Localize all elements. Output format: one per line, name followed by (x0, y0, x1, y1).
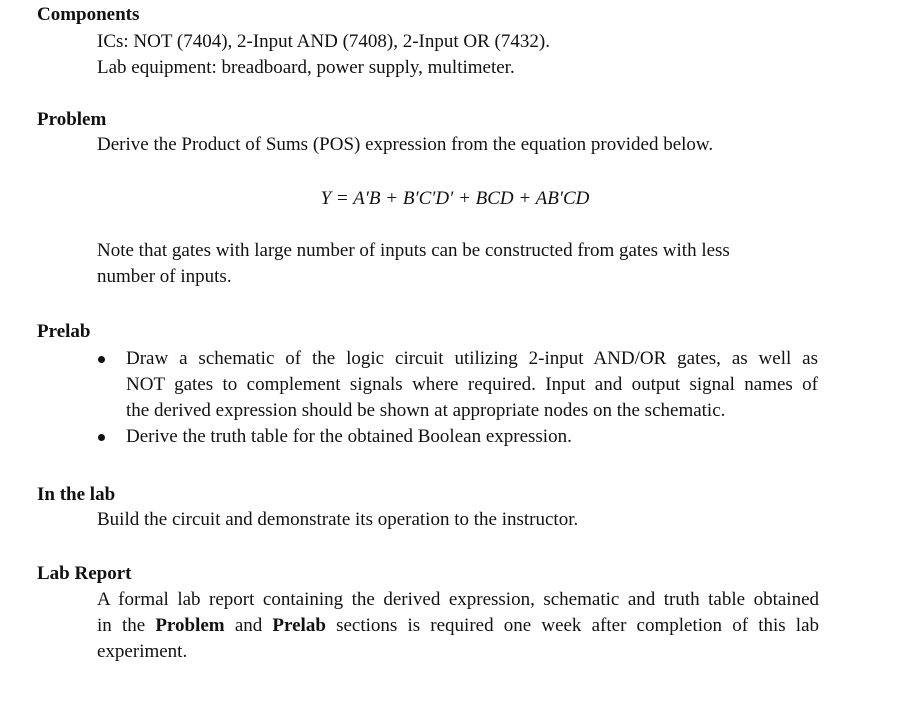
prelab-heading: Prelab (37, 321, 91, 342)
prelab-bullet-1-line-3: the derived expression should be shown at appropriate nodes on the schematic. (126, 400, 726, 421)
prelab-bullet-truth-table (96, 424, 818, 450)
lab-report-line-2 (97, 613, 819, 639)
boolean-equation: Y = A′B + B′C′D′ + BCD + AB′CD (320, 188, 590, 209)
prelab-reference: Prelab (272, 615, 326, 636)
prelab-bullet-2-line-1: Derive the truth table for the obtained Boolean expression. (126, 426, 572, 447)
prelab-bullet-1-line-1: Draw a schematic of the logic circuit utilizing 2-input AND/OR gates, as well as (126, 348, 818, 369)
lab-report-line-2-after: sections is required one week after completion of this lab (336, 615, 820, 636)
lab-report-text (97, 587, 819, 665)
components-equipment-line: Lab equipment: breadboard, power supply, multimeter. (97, 57, 515, 78)
components-ics-line: ICs: NOT (7404), 2-Input AND (7408), 2-Input OR (7432). (97, 31, 550, 52)
prelab-bullet-schematic (96, 346, 818, 424)
problem-reference: Problem (155, 615, 225, 636)
problem-intro (97, 132, 713, 158)
bullet-icon (98, 434, 105, 441)
problem-note-line-1: Note that gates with large number of inputs can be constructed from gates with less (97, 240, 730, 261)
problem-note-line-2: number of inputs. (97, 266, 232, 287)
problem-heading: Problem (37, 109, 107, 130)
prelab-bullet-1-line-2: NOT gates to complement signals where required. Input and output signal names of (126, 374, 818, 395)
lab-report-line-2-mid: and (234, 615, 263, 636)
bullet-icon (98, 356, 105, 363)
problem-note (97, 238, 730, 290)
problem-intro-line: Derive the Product of Sums (POS) expression from the equation provided below. (97, 134, 714, 155)
in-the-lab-text (97, 507, 578, 533)
prelab-bullet-list (96, 346, 818, 450)
in-the-lab-heading: In the lab (37, 484, 116, 505)
components-heading: Components (37, 4, 140, 25)
lab-report-line-3: experiment. (97, 641, 188, 662)
lab-report-line-1: A formal lab report containing the derived expression, schematic and truth table obtained (97, 589, 819, 610)
lab-report-line-2-before: in the (97, 615, 146, 636)
in-the-lab-line: Build the circuit and demonstrate its operation to the instructor. (97, 509, 579, 530)
components-text (97, 29, 550, 81)
lab-report-heading: Lab Report (37, 563, 132, 584)
